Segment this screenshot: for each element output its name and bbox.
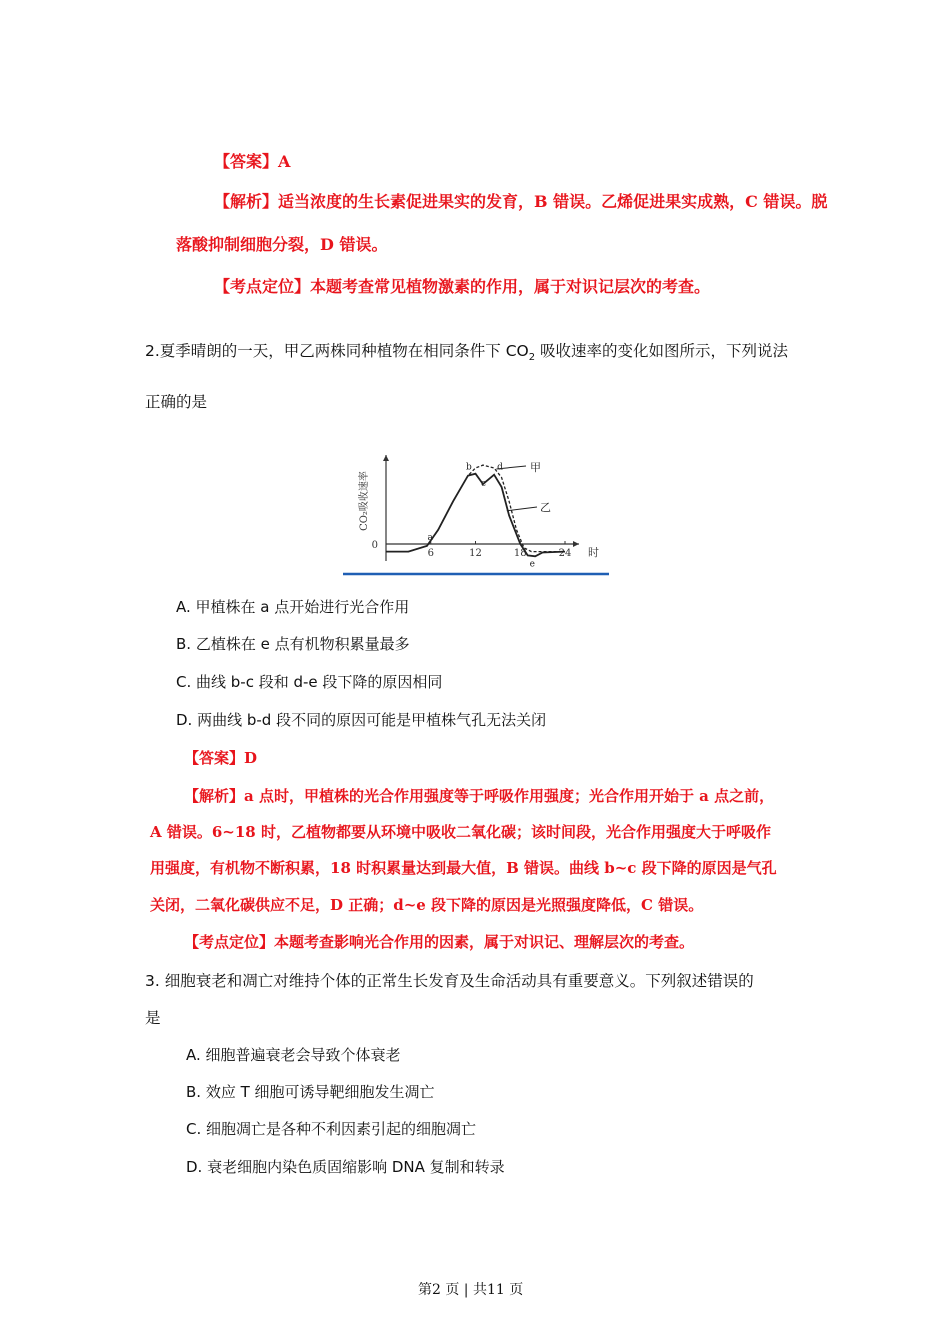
- x-tick-label-12: 12: [469, 548, 482, 559]
- q2-option-b: B. 乙植株在 e 点有机物积累量最多: [176, 635, 410, 653]
- q2-option-c: C. 曲线 b-c 段和 d-e 段下降的原因相同: [176, 673, 443, 691]
- q2-stem-line1: 2.夏季晴朗的一天，甲乙两株同种植物在相同条件下 $CO_2$ 吸收速率的变化如图所示，下列说法: [145, 342, 789, 364]
- q1-point: 【考点定位】本题考查常见植物激素的作用，属于对识记层次的考查。: [214, 277, 711, 296]
- series-line-jia: [386, 462, 565, 551]
- y-axis-label: CO₂吸收速率: [359, 471, 370, 531]
- q1-analysis-line2: 落酸抑制细胞分裂，D 错误。: [176, 235, 388, 254]
- y-tick-label-0: 0: [371, 540, 378, 551]
- q1-answer: 【答案】A: [214, 152, 291, 171]
- q3-option-c: C. 细胞凋亡是各种不利因素引起的细胞凋亡: [186, 1120, 477, 1138]
- page-footer: 第2 页 | 共11 页: [418, 1282, 524, 1298]
- q3-stem-line1: 3. 细胞衰老和凋亡对维持个体的正常生长发育及生命活动具有重要意义。下列叙述错误的: [145, 972, 754, 990]
- y-axis-arrow: [383, 455, 389, 461]
- q2-point: 【考点定位】本题考查影响光合作用的因素，属于对识记、理解层次的考查。: [184, 933, 695, 951]
- q3-option-d: D. 衰老细胞内染色质固缩影响 DNA 复制和转录: [186, 1158, 505, 1176]
- point-label-c: c: [480, 479, 487, 490]
- co2-absorption-chart: [343, 443, 613, 583]
- q2-analysis-line3: 用强度，有机物不断积累，18 时积累量达到最大值，B 错误。曲线 b~c 段下降的原因是气孔: [150, 859, 777, 877]
- q2-analysis-line4: 关闭，二氧化碳供应不足，D 正确；d~e 段下降的原因是光照强度降低，C 错误。: [150, 896, 704, 914]
- q2-analysis-line2: A 错误。6~18 时，乙植物都要从环境中吸收二氧化碳；该时间段，光合作用强度大于呼吸作: [150, 823, 771, 841]
- q2-option-a: A. 甲植株在 a 点开始进行光合作用: [176, 598, 410, 616]
- q2-stem-line2: 正确的是: [145, 393, 208, 411]
- x-tick-label-18: 18: [513, 548, 527, 559]
- series-label-yi: 乙: [540, 501, 551, 514]
- q2-analysis-line1: 【解析】a 点时，甲植株的光合作用强度等于呼吸作用强度；光合作用开始于 a 点之前，: [184, 787, 775, 805]
- x-axis-arrow: [573, 541, 579, 547]
- q2-option-d: D. 两曲线 b-d 段不同的原因可能是甲植株气孔无法关闭: [176, 711, 547, 729]
- q3-option-a: A. 细胞普遍衰老会导致个体衰老: [186, 1046, 401, 1064]
- q2-answer: 【答案】D: [184, 749, 258, 767]
- q3-stem-line2: 是: [145, 1009, 161, 1027]
- series-label-jia: 甲: [530, 461, 541, 474]
- point-label-b: b: [466, 462, 472, 473]
- q3-option-b: B. 效应 T 细胞可诱导靶细胞发生凋亡: [186, 1083, 435, 1101]
- x-tick-label-24: 24: [558, 548, 572, 559]
- point-label-e: e: [529, 559, 536, 570]
- x-tick-label-6: 6: [427, 548, 434, 559]
- point-label-a: a: [427, 533, 433, 543]
- x-axis-label: 时: [588, 546, 599, 559]
- point-label-d: d: [497, 462, 503, 473]
- q1-analysis-line1: 【解析】适当浓度的生长素促进果实的发育，B 错误。乙烯促进果实成熟，C 错误。脱: [214, 192, 828, 211]
